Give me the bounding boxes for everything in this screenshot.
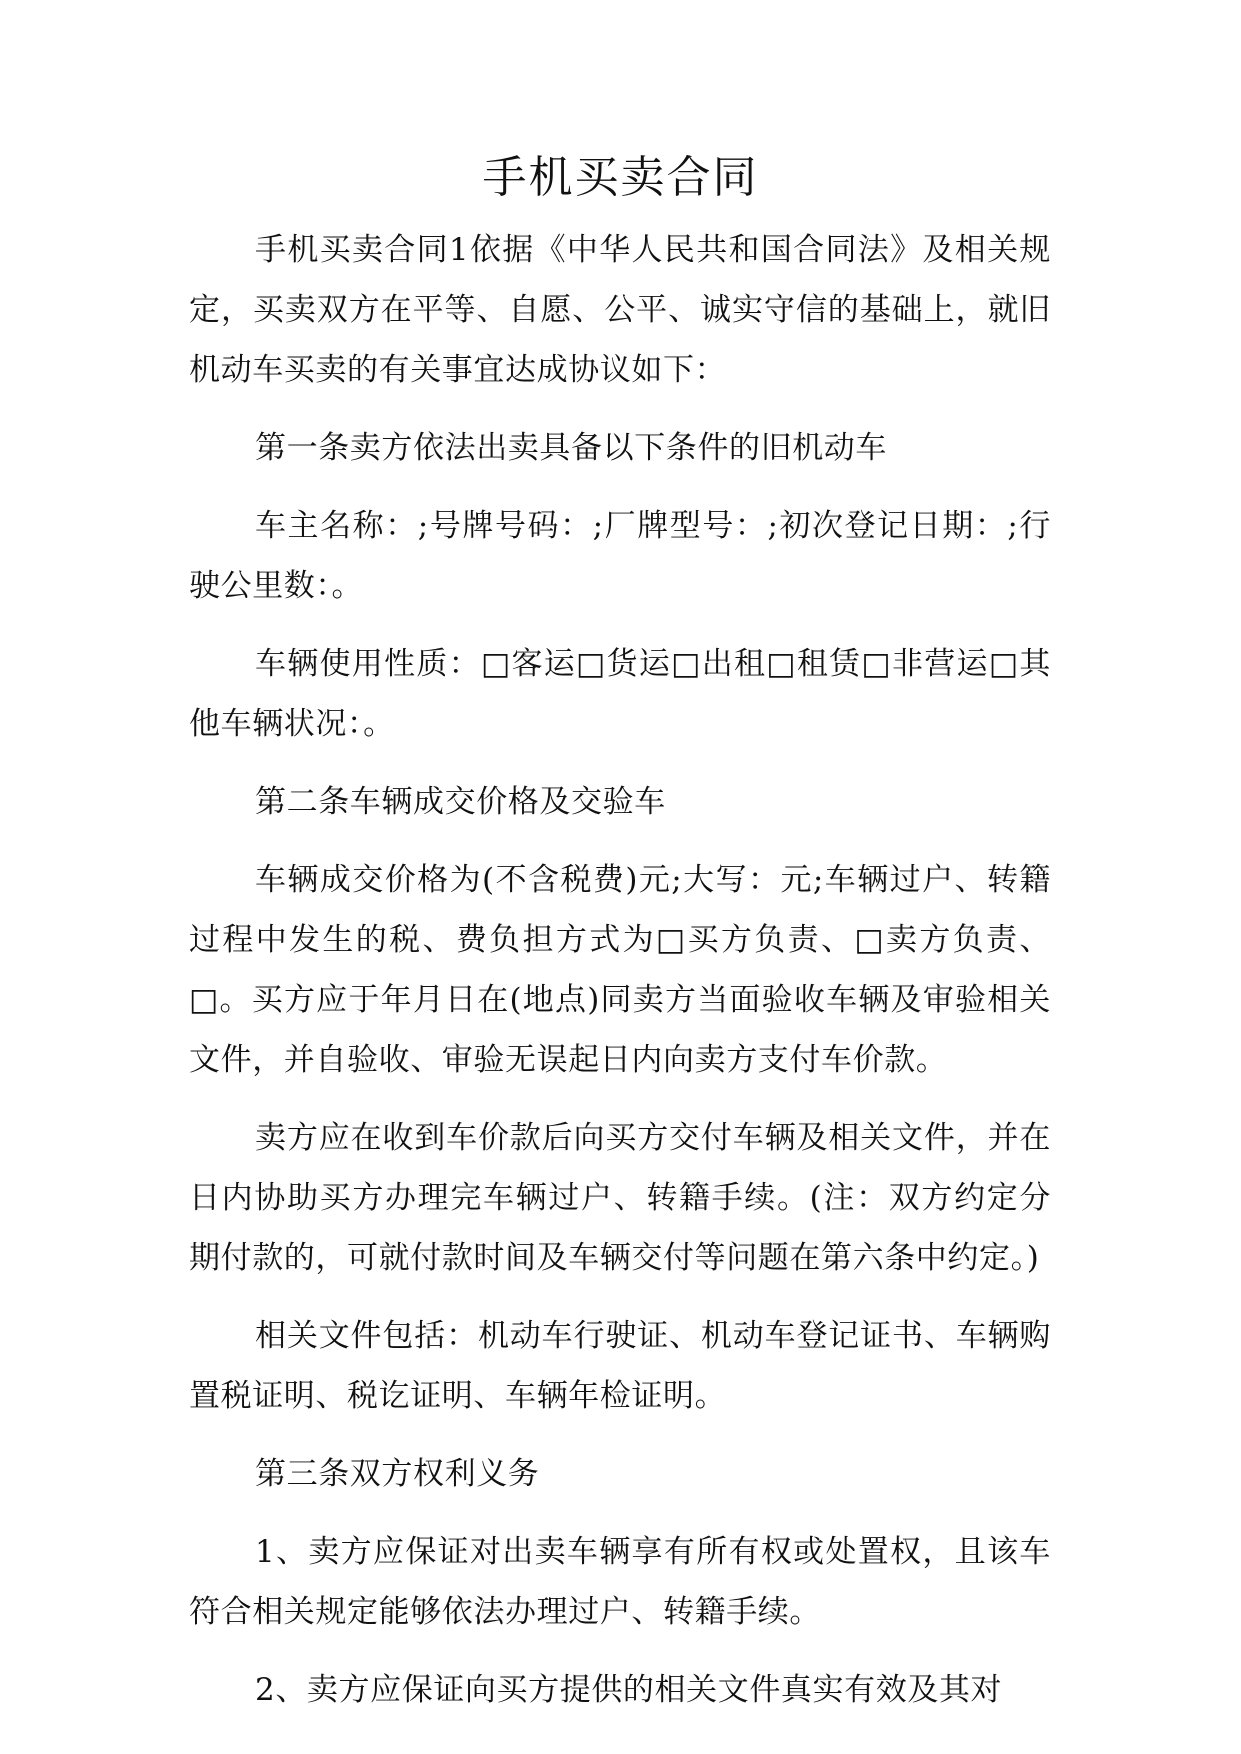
paragraph-vehicle-usage: 车辆使用性质：□客运□货运□出租□租赁□非营运□其他车辆状况：。 bbox=[189, 646, 1051, 742]
paragraph-article-3-heading: 第三条双方权利义务 bbox=[255, 1456, 540, 1492]
paragraph-obligation-2: 2、卖方应保证向买方提供的相关文件真实有效及其对 bbox=[255, 1672, 1003, 1708]
paragraph-article-1-heading: 第一条卖方依法出卖具备以下条件的旧机动车 bbox=[255, 430, 887, 466]
paragraph-vehicle-info: 车主名称：;号牌号码：;厂牌型号：;初次登记日期：;行驶公里数：。 bbox=[189, 508, 1051, 604]
document-title: 手机买卖合同 bbox=[482, 152, 759, 203]
paragraph-documents-list: 相关文件包括：机动车行驶证、机动车登记证书、车辆购置税证明、税讫证明、车辆年检证明。 bbox=[189, 1318, 1051, 1414]
paragraph-obligation-1: 1、卖方应保证对出卖车辆享有所有权或处置权，且该车符合相关规定能够依法办理过户、转籍手续。 bbox=[189, 1534, 1051, 1630]
paragraph-price-terms: 车辆成交价格为(不含税费)元;大写：元;车辆过户、转籍过程中发生的税、费负担方式为□买方负责、□卖方负责、□。买方应于年月日在(地点)同卖方当面验收车辆及审验相关文件，并自验收、审验无误起日内向卖方支付车价款。 bbox=[189, 862, 1051, 1078]
paragraph-intro: 手机买卖合同1依据《中华人民共和国合同法》及相关规定，买卖双方在平等、自愿、公平、诚实守信的基础上，就旧机动车买卖的有关事宜达成协议如下： bbox=[189, 232, 1051, 388]
document-body bbox=[189, 220, 1051, 1738]
paragraph-delivery-terms: 卖方应在收到车价款后向买方交付车辆及相关文件，并在日内协助买方办理完车辆过户、转籍手续。(注：双方约定分期付款的，可就付款时间及车辆交付等问题在第六条中约定。) bbox=[189, 1120, 1051, 1276]
paragraph-article-2-heading: 第二条车辆成交价格及交验车 bbox=[255, 784, 666, 820]
